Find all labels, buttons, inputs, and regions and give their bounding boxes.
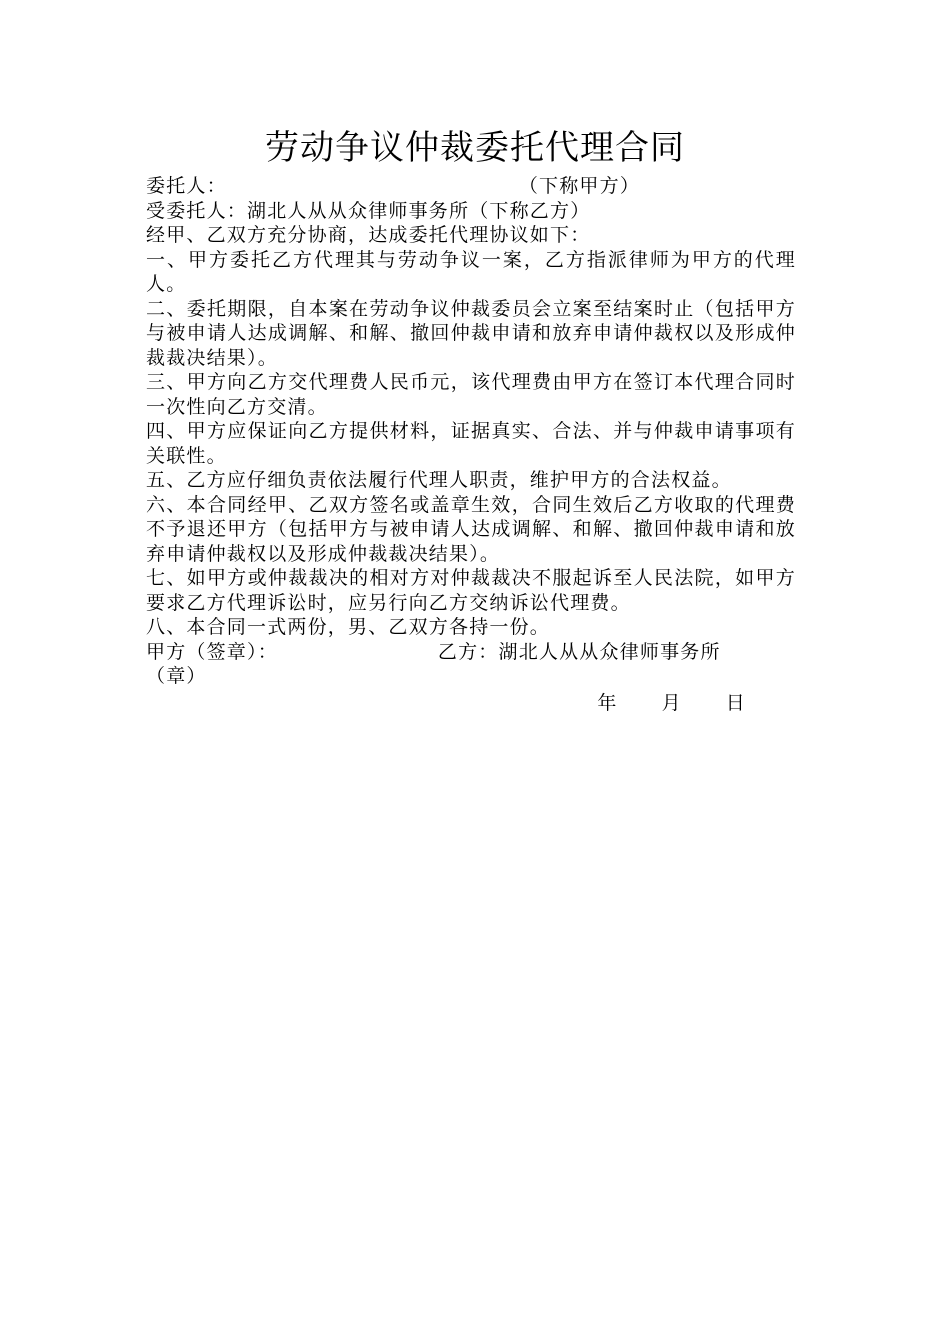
- clause-4: 四、甲方应保证向乙方提供材料，证据真实、合法、并与仲裁申请事项有关联性。: [146, 420, 796, 467]
- document-title: 劳动争议仲裁委托代理合同: [265, 128, 685, 168]
- principal-note: （下称甲方）: [518, 175, 641, 197]
- agent-line: 受委托人：湖北人从从众律师事务所（下称乙方）: [146, 199, 591, 222]
- party-b-signature-label: 乙方：湖北人从从众律师事务所: [437, 640, 721, 663]
- party-a-signature-label: 甲方（签章）：: [146, 640, 278, 663]
- date-year: 年: [597, 691, 618, 714]
- clause-8: 八、本合同一式两份，男、乙双方各持一份。: [146, 616, 551, 638]
- clause-1: 一、甲方委托乙方代理其与劳动争议一案，乙方指派律师为甲方的代理人。: [146, 248, 796, 295]
- date-line: [146, 691, 796, 716]
- principal-line: [146, 174, 796, 199]
- clause-2: 二、委托期限，自本案在劳动争议仲裁委员会立案至结案时止（包括甲方与被申请人达成调解、和解、撤回仲裁申请和放弃申请仲裁权以及形成仲裁裁决结果）。: [146, 297, 796, 369]
- date-month: 月: [661, 691, 682, 714]
- date-day: 日: [725, 691, 746, 714]
- principal-blank: [227, 174, 519, 199]
- contract-body: [146, 174, 796, 715]
- signature-line: [146, 640, 796, 665]
- intro-line: 经甲、乙双方充分协商，达成委托代理协议如下：: [146, 224, 591, 246]
- clause-7: 七、如甲方或仲裁裁决的相对方对仲裁裁决不服起诉至人民法院，如甲方要求乙方代理诉讼时，应另行向乙方交纳诉讼代理费。: [146, 567, 796, 614]
- clause-5: 五、乙方应仔细负责依法履行代理人职责，维护甲方的合法权益。: [146, 469, 732, 491]
- party-a-signature-blank: [278, 640, 438, 665]
- principal-label: 委托人：: [146, 175, 227, 197]
- clause-6: 六、本合同经甲、乙双方签名或盖章生效，合同生效后乙方收取的代理费不予退还甲方（包括甲方与被申请人达成调解、和解、撤回仲裁申请和放弃申请仲裁权以及形成仲裁裁决结果）。: [146, 493, 796, 565]
- seal-label: （章）: [146, 665, 207, 687]
- clause-3: 三、甲方向乙方交代理费人民币元，该代理费由甲方在签订本代理合同时一次性向乙方交清。: [146, 371, 796, 418]
